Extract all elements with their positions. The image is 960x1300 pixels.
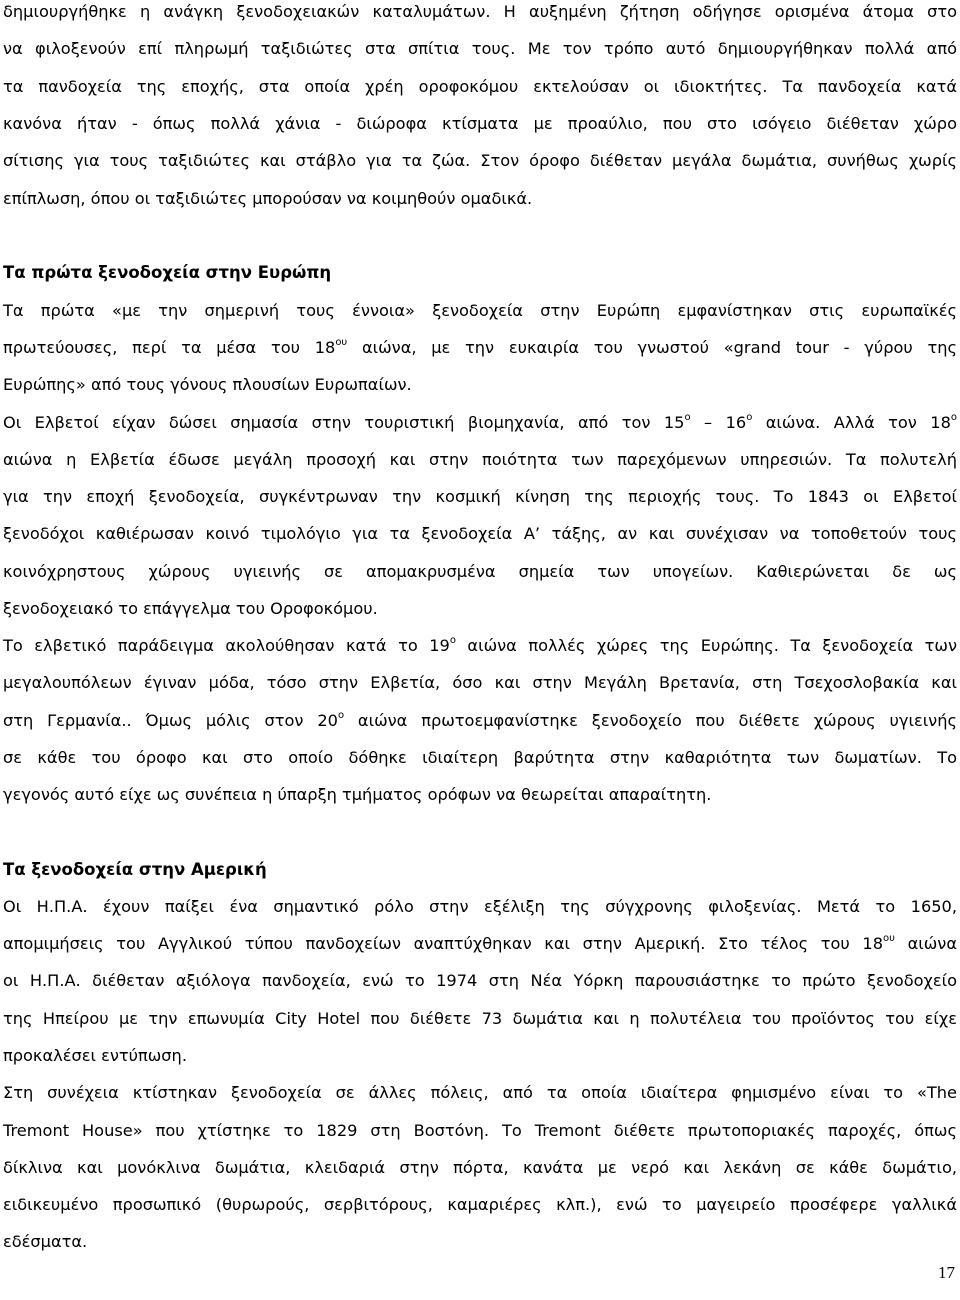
superscript: ο <box>746 411 753 423</box>
superscript: ο <box>449 634 456 646</box>
paragraph-line: γεγονός αυτό είχε ως συνέπεια η ύπαρξη τμήματος ορόφων να θεωρείται απαραίτητη. <box>3 785 712 804</box>
paragraph-line: για την εποχή ξενοδοχεία, συγκέντρωναν την κοσμική κίνηση της περιοχής τους. Το 1843 οι Ελβετοί <box>3 487 957 506</box>
superscript: ου <box>883 932 895 944</box>
paragraph-line: σίτισης για τους ταξιδιώτες και στάβλο για τα ζώα. Στον όροφο διέθεταν μεγάλα δωμάτια, συνήθως χωρίς <box>3 151 957 170</box>
superscript: ο <box>337 709 345 721</box>
superscript: ου <box>335 336 348 348</box>
paragraph-line <box>3 709 957 733</box>
paragraph-line <box>3 336 957 360</box>
text-run: αιώνα πρωτοεμφανίστηκε ξενοδοχείο που διέθετε χώρους υγιεινής <box>344 711 957 730</box>
paragraph-line: ειδικευμένο προσωπικό (θυρωρούς, σερβιτόρους, καμαριέρες κλπ.), ενώ το μαγειρείο προσέφερε γαλλικά <box>3 1195 957 1214</box>
paragraph-line: Tremont House» που χτίστηκε το 1829 στη Βοστόνη. Το Tremont διέθετε πρωτοποριακές παροχές, όπως <box>3 1121 957 1140</box>
text-run: αιώνα. Αλλά τον 18 <box>752 413 951 432</box>
paragraph-line: ξενοδοχειακό το επάγγελμα του Οροφοκόμου. <box>3 599 378 618</box>
text-run: Το ελβετικό παράδειγμα ακολούθησαν κατά το 19 <box>3 636 450 655</box>
text-run: πρωτεύουσες, περί τα μέσα του 18 <box>3 338 336 357</box>
text-run: στη Γερμανία.. Όμως μόλις στον 20 <box>3 711 338 730</box>
paragraph-line: οι Η.Π.Α. διέθεταν αξιόλογα πανδοχεία, ενώ το 1974 στη Νέα Υόρκη παρουσιάστηκε το πρώτο ξενοδοχείο <box>3 971 957 990</box>
text-run: αιώνα πολλές χώρες της Ευρώπης. Τα ξενοδοχεία των <box>455 636 957 655</box>
paragraph-line: Τα πρώτα «με την σημερινή τους έννοια» ξενοδοχεία στην Ευρώπη εμφανίστηκαν στις ευρωπαϊκές <box>3 301 957 320</box>
paragraph-line <box>3 932 957 956</box>
paragraph-line: μεγαλουπόλεων έγιναν μόδα, τόσο στην Ελβετία, όσο και στην Μεγάλη Βρετανία, στη Τσεχοσλοβακία και <box>3 673 957 692</box>
paragraph-line: εδέσματα. <box>3 1232 88 1251</box>
paragraph-line: σε κάθε του όροφο και στο οποίο δόθηκε ιδιαίτερη βαρύτητα στην καθαριότητα των δωματίων. Το <box>3 748 957 767</box>
paragraph-line: Ευρώπης» από τους γόνους πλουσίων Ευρωπαίων. <box>3 375 412 394</box>
paragraph-line <box>3 634 957 658</box>
superscript: ο <box>684 411 691 423</box>
section-heading-america: Τα ξενοδοχεία στην Αμερική <box>3 860 267 879</box>
paragraph-line: κοινόχρηστους χώρους υγιεινής σε απομακρυσμένα σημεία των υπογείων. Καθιερώνεται δε ως <box>3 562 957 581</box>
paragraph-line: ξενοδόχοι καθιέρωσαν κοινό τιμολόγιο για τα ξενοδοχεία Α’ τάξης, αν και συνέχισαν να τοποθετούν τους <box>3 524 957 543</box>
text-run: απομιμήσεις του Αγγλικού τύπου πανδοχείων αναπτύχθηκαν και στην Αμερική. Στο τέλος του 18 <box>3 934 884 953</box>
text-run: αιώνα <box>894 934 957 953</box>
paragraph-line: να φιλοξενούν επί πληρωμή ταξιδιώτες στα σπίτια τους. Με τον τρόπο αυτό δημιουργήθηκαν πολλά από <box>3 39 957 58</box>
paragraph-line: επίπλωση, όπου οι ταξιδιώτες μπορούσαν να κοιμηθούν ομαδικά. <box>3 189 533 208</box>
paragraph-line <box>3 411 957 435</box>
paragraph-line: δίκλινα και μονόκλινα δωμάτια, κλειδαριά στην πόρτα, κανάτα με νερό και λεκάνη σε κάθε δωμάτιο, <box>3 1158 957 1177</box>
text-run: – 16 <box>690 413 747 432</box>
paragraph-line: αιώνα η Ελβετία έδωσε μεγάλη προσοχή και στην ποιότητα των παρεχόμενων υπηρεσιών. Τα πολυτελή <box>3 450 957 469</box>
superscript: ο <box>950 411 957 423</box>
paragraph-line: κανόνα ήταν - όπως πολλά χάνια - διώροφα κτίσματα με προαύλιο, που στο ισόγειο διέθεταν χώρο <box>3 114 957 133</box>
paragraph-line: προκαλέσει εντύπωση. <box>3 1046 187 1065</box>
paragraph-line: Οι Η.Π.Α. έχουν παίξει ένα σημαντικό ρόλο στην εξέλιξη της σύγχρονης φιλοξενίας. Μετά το 1650, <box>3 897 957 916</box>
page-number: 17 <box>938 1263 955 1282</box>
section-heading-europe: Τα πρώτα ξενοδοχεία στην Ευρώπη <box>3 263 332 282</box>
paragraph-line: δημιουργήθηκε η ανάγκη ξενοδοχειακών καταλυμάτων. Η αυξημένη ζήτηση οδήγησε ορισμένα άτομα στο <box>3 2 957 21</box>
text-run: Οι Ελβετοί είχαν δώσει σημασία στην τουριστική βιομηχανία, από τον 15 <box>3 413 685 432</box>
paragraph-line: της Ηπείρου με την επωνυμία City Hotel που διέθετε 73 δωμάτια και η πολυτέλεια του προϊόντος του είχε <box>3 1009 957 1028</box>
paragraph-line: Στη συνέχεια κτίστηκαν ξενοδοχεία σε άλλες πόλεις, από τα οποία ιδιαίτερα φημισμένο είναι το «The <box>3 1083 957 1102</box>
paragraph-line: τα πανδοχεία της εποχής, στα οποία χρέη οροφοκόμου εκτελούσαν οι ιδιοκτήτες. Τα πανδοχεία κατά <box>3 77 957 96</box>
text-run: αιώνα, με την ευκαιρία του γνωστού «grand tour - γύρου της <box>347 338 957 357</box>
